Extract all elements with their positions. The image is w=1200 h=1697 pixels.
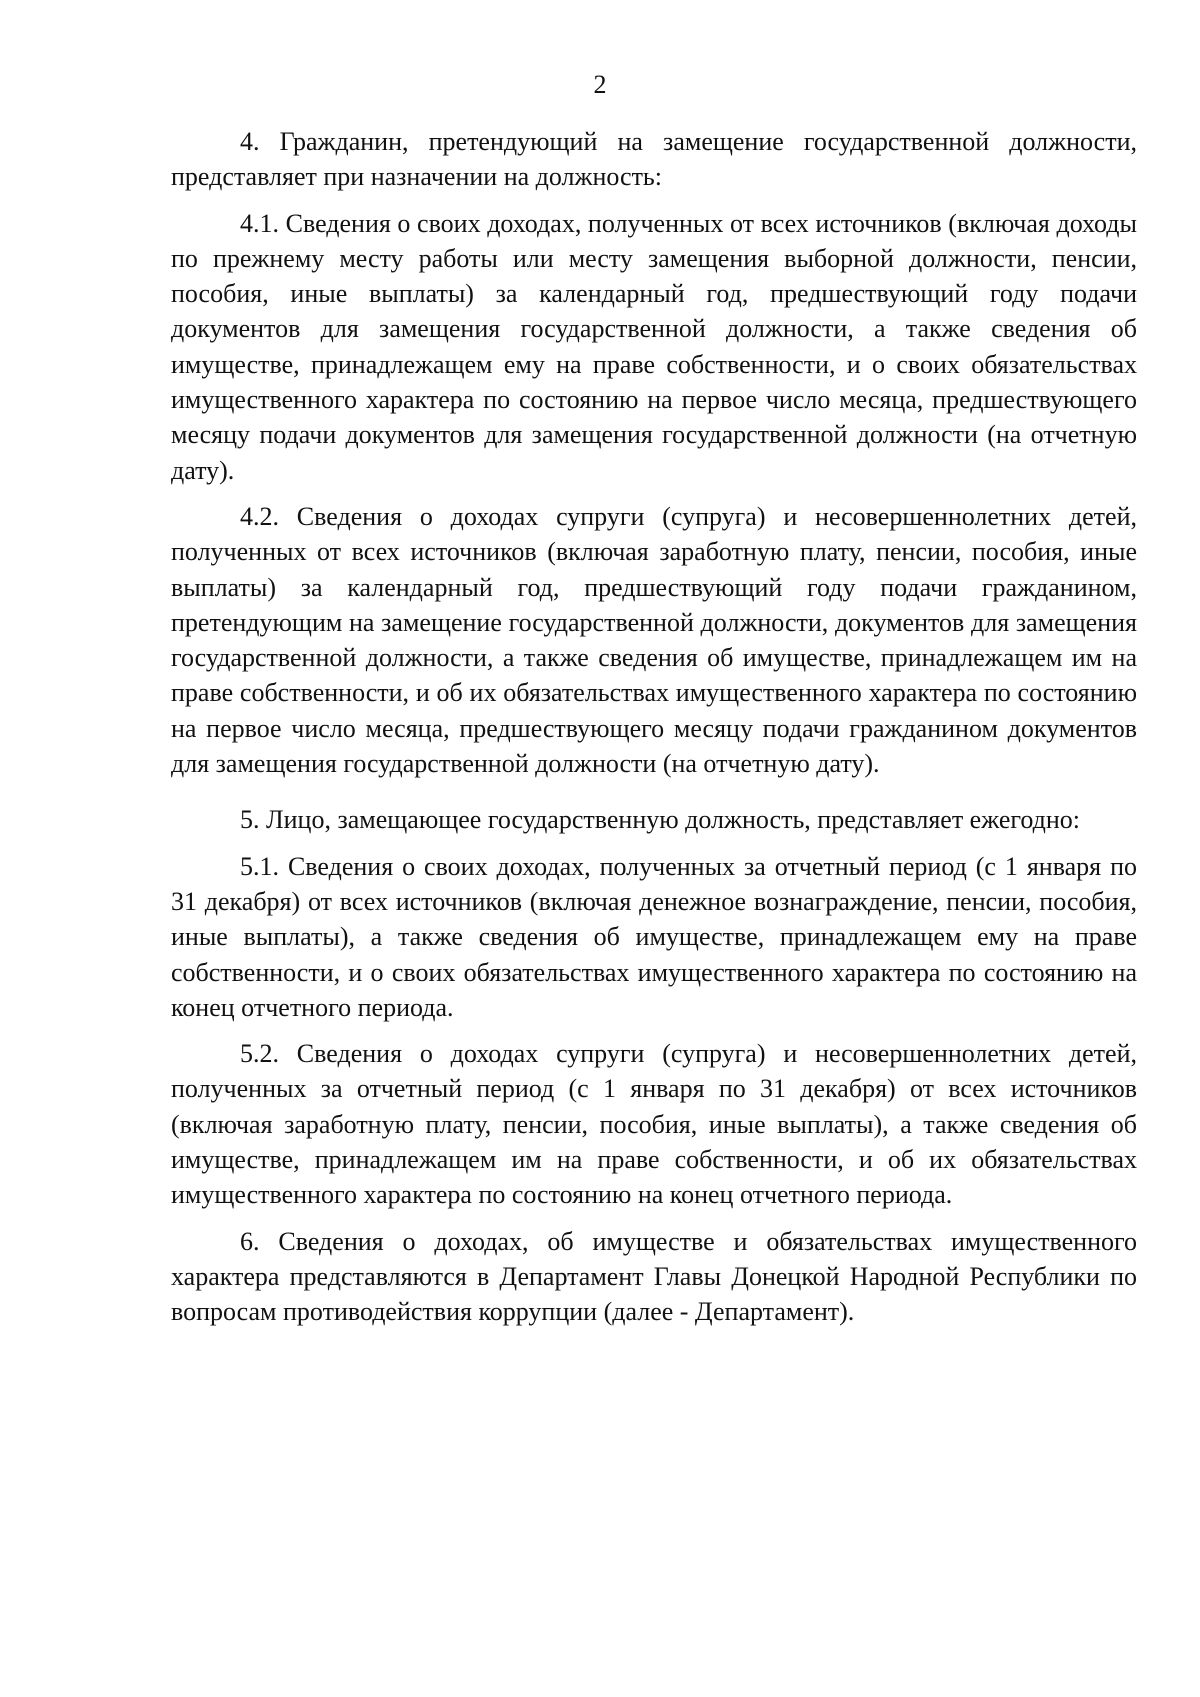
document-body <box>171 124 1137 1330</box>
paragraph-5-1: 5.1. Сведения о своих доходах, полученных за отчетный период (с 1 января по 31 декабря) от всех источников (включая денежное вознаграждение, пенсии, пособия, иные выплаты), а также сведения об имуществе, принадлежащем ему на праве собственности, и о своих обязательствах имущественного характера по состоянию на конец отчетного периода. <box>171 851 1137 1022</box>
paragraph-4: 4. Гражданин, претендующий на замещение государственной должности, представляет при назначении на должность: <box>171 127 1137 192</box>
page-number: 2 <box>593 70 607 99</box>
paragraph-5: 5. Лицо, замещающее государственную должность, представляет ежегодно: <box>240 805 1081 835</box>
paragraph-5-2: 5.2. Сведения о доходах супруги (супруга) и несовершеннолетних детей, полученных за отчетный период (с 1 января по 31 декабря) от всех источников (включая заработную плату, пенсии, пособия, иные выплаты), а также сведения об имуществе, принадлежащем им на праве собственности, и об их обязательствах имущественного характера по состоянию на конец отчетного периода. <box>171 1039 1137 1210</box>
paragraph-6: 6. Сведения о доходах, об имуществе и обязательствах имущественного характера представляются в Департамент Главы Донецкой Народной Республики по вопросам противодействия коррупции (далее - Департамент). <box>171 1226 1137 1327</box>
paragraph-4-1: 4.1. Сведения о своих доходах, полученных от всех источников (включая доходы по прежнему месту работы или месту замещения выборной должности, пенсии, пособия, иные выплаты) за календарный год, предшествующий году подачи документов для замещения государственной должности, а также сведения об имуществе, принадлежащем ему на праве собственности, и о своих обязательствах имущественного характера по состоянию на первое число месяца, предшествующего месяцу подачи документов для замещения государственной должности (на отчетную дату). <box>171 208 1137 485</box>
paragraph-4-2: 4.2. Сведения о доходах супруги (супруга) и несовершеннолетних детей, полученных от всех источников (включая заработную плату, пенсии, пособия, иные выплаты) за календарный год, предшествующий году подачи гражданином, претендующим на замещение государственной должности, документов для замещения государственной должности, а также сведения об имуществе, принадлежащем им на праве собственности, и об их обязательствах имущественного характера по состоянию на первое число месяца, предшествующего месяцу подачи гражданином документов для замещения государственной должности (на отчетную дату). <box>171 501 1137 779</box>
